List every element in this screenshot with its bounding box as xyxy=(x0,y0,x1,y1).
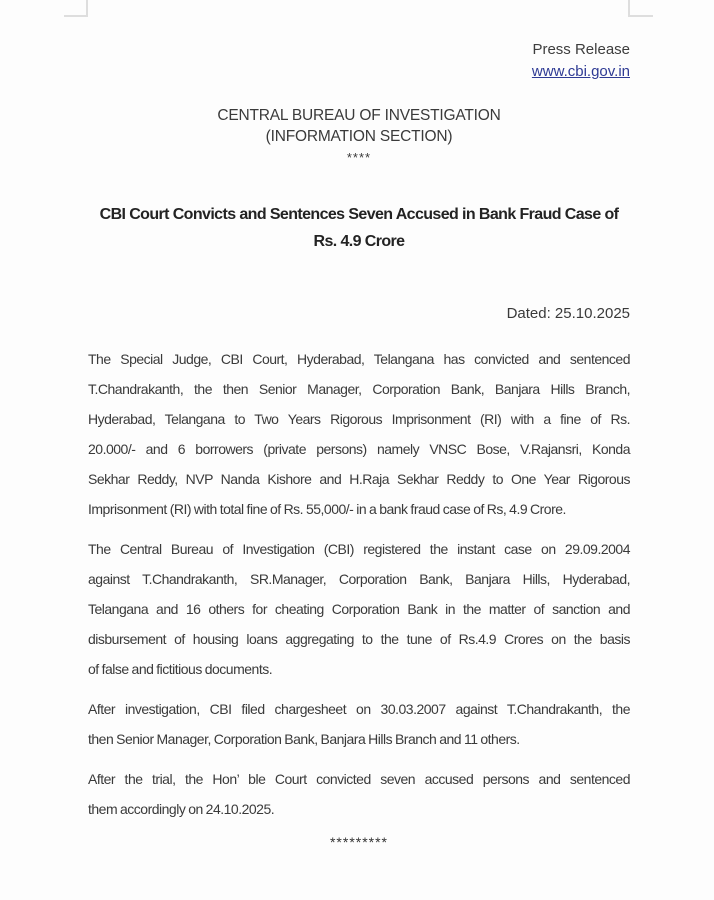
paragraph-line: Imprisonment (RI) with total fine of Rs. 55,000/- in a bank fraud case of Rs, 4.9 Crore. xyxy=(88,501,566,517)
title-line-2: Rs. 4.9 Crore xyxy=(313,233,405,250)
paragraph-line: of false and fictitious documents. xyxy=(88,661,273,677)
paragraph-line: After the trial, the Hon’ ble Court convicted seven accused persons and sentenced xyxy=(88,771,630,787)
paragraph-line: T.Chandrakanth, the then Senior Manager, Corporation Bank, Banjara Hills Branch, xyxy=(88,381,630,397)
paragraph-line: 20.000/- and 6 borrowers (private persons) namely VNSC Bose, V.Rajansri, Konda xyxy=(88,441,630,457)
press-release-label: Press Release xyxy=(532,41,630,58)
paragraph-line: After investigation, CBI filed chargesheet on 30.03.2007 against T.Chandrakanth, the xyxy=(88,701,630,717)
paragraph-line: against T.Chandrakanth, SR.Manager, Corporation Bank, Banjara Hills, Hyderabad, xyxy=(88,571,630,587)
cbi-website-link[interactable]: www.cbi.gov.in xyxy=(531,63,630,80)
title-line-1: CBI Court Convicts and Sentences Seven Accused in Bank Fraud Case of xyxy=(99,206,619,223)
paragraph-line: The Special Judge, CBI Court, Hyderabad, Telangana has convicted and sentenced xyxy=(88,351,630,367)
organization-section: (INFORMATION SECTION) xyxy=(265,128,453,145)
press-release-header xyxy=(88,39,630,83)
header-star-divider: **** xyxy=(346,150,372,165)
scan-crop-mark-right xyxy=(628,0,653,17)
organization-header xyxy=(88,105,630,168)
scan-crop-mark-left xyxy=(64,0,88,17)
paragraph-line: then Senior Manager, Corporation Bank, Banjara Hills Branch and 11 others. xyxy=(88,731,520,747)
paragraph-line: Sekhar Reddy, NVP Nanda Kishore and H.Raja Sekhar Reddy to One Year Rigorous xyxy=(88,471,630,487)
paragraph xyxy=(88,694,630,754)
body-paragraphs xyxy=(88,344,630,824)
paragraph-line: disbursement of housing loans aggregating to the tune of Rs.4.9 Crores on the basis xyxy=(88,631,630,647)
paragraph-line: Telangana and 16 others for cheating Corporation Bank in the matter of sanction and xyxy=(88,601,630,617)
date-line: Dated: 25.10.2025 xyxy=(506,305,630,322)
paragraph xyxy=(88,764,630,824)
footer-star-divider: ********* xyxy=(329,834,389,850)
paragraph-line: Hyderabad, Telangana to Two Years Rigorous Imprisonment (RI) with a fine of Rs. xyxy=(88,411,630,427)
paragraph xyxy=(88,344,630,524)
paragraph xyxy=(88,534,630,684)
document-title xyxy=(88,201,630,255)
paragraph-line: them accordingly on 24.10.2025. xyxy=(88,801,275,817)
organization-name: CENTRAL BUREAU OF INVESTIGATION xyxy=(217,107,501,124)
paragraph-line: The Central Bureau of Investigation (CBI) registered the instant case on 29.09.2004 xyxy=(88,541,630,557)
